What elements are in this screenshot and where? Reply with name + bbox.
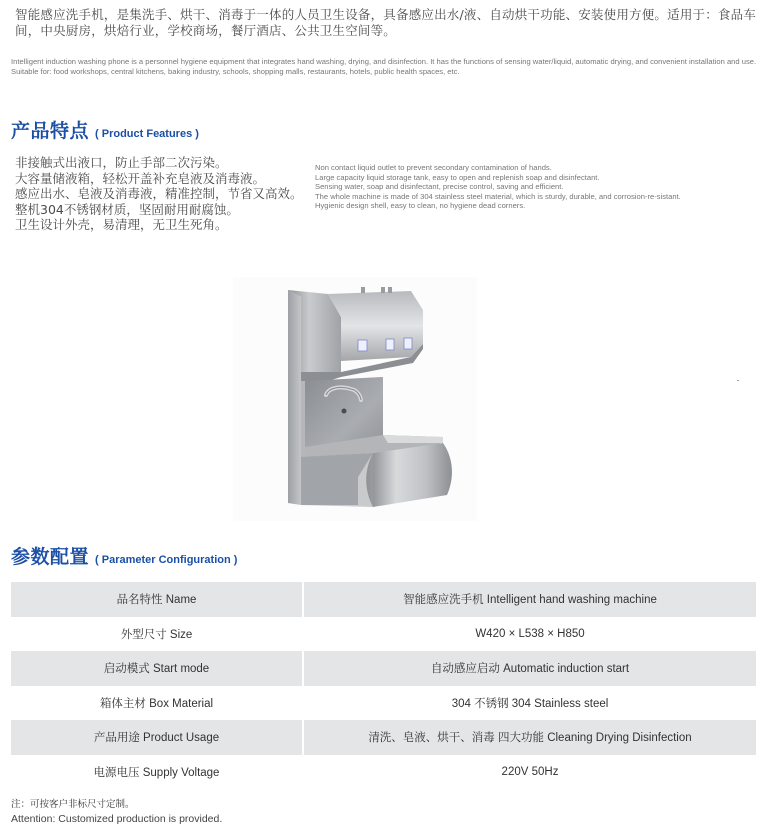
feature-item: The whole machine is made of 304 stainless steel material, which is sturdy, durable, and corrosion-re-sistant. — [315, 191, 681, 201]
note-cn: 注：可按客户非标尺寸定制。 — [11, 799, 135, 810]
features-heading-en: ( Product Features ) — [95, 128, 199, 140]
spec-label: 电源电压 Supply Voltage — [11, 755, 303, 790]
intro-description-cn: 智能感应洗手机，是集洗手、烘干、消毒于一体的人员卫生设备，具备感应出水/液、自动烘干功能、安装使用方便。适用于：食品车间，中央厨房，烘焙行业，学校商场，餐厅酒店、公共卫生空间等。 — [15, 7, 757, 38]
spec-table — [11, 582, 756, 789]
feature-item: Large capacity liquid storage tank, easy to open and replenish soap and disinfectant. — [315, 172, 600, 182]
feature-item: Hygienic design shell, easy to clean, no hygiene dead corners. — [315, 201, 526, 211]
feature-item: Non contact liquid outlet to prevent secondary contamination of hands. — [315, 163, 552, 172]
spec-label: 箱体主材 Box Material — [11, 686, 303, 721]
spec-label: 外型尺寸 Size — [11, 617, 303, 652]
table-row — [11, 651, 756, 686]
features-list-en — [315, 163, 735, 211]
spec-label: 产品用途 Product Usage — [11, 720, 303, 755]
feature-item: Sensing water, soap and disinfectant, precise control, saving and efficient. — [315, 182, 564, 192]
customization-note — [11, 797, 222, 827]
spec-value: 智能感应洗手机 Intelligent hand washing machine — [303, 582, 756, 617]
params-heading-en: ( Parameter Configuration ) — [95, 554, 238, 566]
product-features-heading — [11, 116, 199, 143]
table-row — [11, 686, 756, 721]
spec-value: 220V 50Hz — [501, 765, 559, 778]
parameter-configuration-heading — [11, 542, 237, 569]
feature-item: 整机304不锈钢材质，坚固耐用耐腐蚀。 — [15, 201, 239, 217]
spec-label: 品名特性 Name — [11, 582, 303, 617]
feature-item: 非接触式出液口，防止手部二次污染。 — [15, 155, 228, 170]
note-en: Attention: Customized production is provided. — [11, 813, 223, 825]
params-heading-cn: 参数配置 — [11, 546, 90, 568]
spec-value: 自动感应启动 Automatic induction start — [303, 651, 756, 686]
spec-value: 清洗、皂液、烘干、消毒 四大功能 Cleaning Drying Disinfection — [303, 720, 756, 755]
hand-washing-machine-illustration — [233, 277, 477, 521]
product-image — [233, 277, 477, 521]
feature-item: 卫生设计外壳，易清理，无卫生死角。 — [15, 217, 228, 232]
feature-item: 大容量储液箱，轻松开盖补充皂液及消毒液。 — [15, 170, 266, 186]
spec-value: W420 × L538 × H850 — [475, 627, 585, 640]
spec-value: 304 不锈钢 304 Stainless steel — [451, 697, 609, 710]
intro-description-en: Intelligent induction washing phone is a personnel hygiene equipment that integrates hand washing, drying, and disinfection. It has the functions of sensing water/liquid, automatic drying, and convenient installation and use. Suitable for: food workshops, central kitchens, baking industry, schools, shopping malls, restaurants, hotels, public health spaces, etc. — [11, 57, 757, 76]
stray-dot — [737, 380, 739, 381]
features-list-cn — [15, 155, 303, 233]
spec-label: 启动模式 Start mode — [11, 651, 303, 686]
table-row — [11, 582, 756, 617]
feature-item: 感应出水、皂液及消毒液，精准控制，节省又高效。 — [15, 186, 303, 201]
table-row — [11, 755, 756, 790]
features-heading-cn: 产品特点 — [11, 120, 90, 142]
table-row — [11, 617, 756, 652]
table-row — [11, 720, 756, 755]
